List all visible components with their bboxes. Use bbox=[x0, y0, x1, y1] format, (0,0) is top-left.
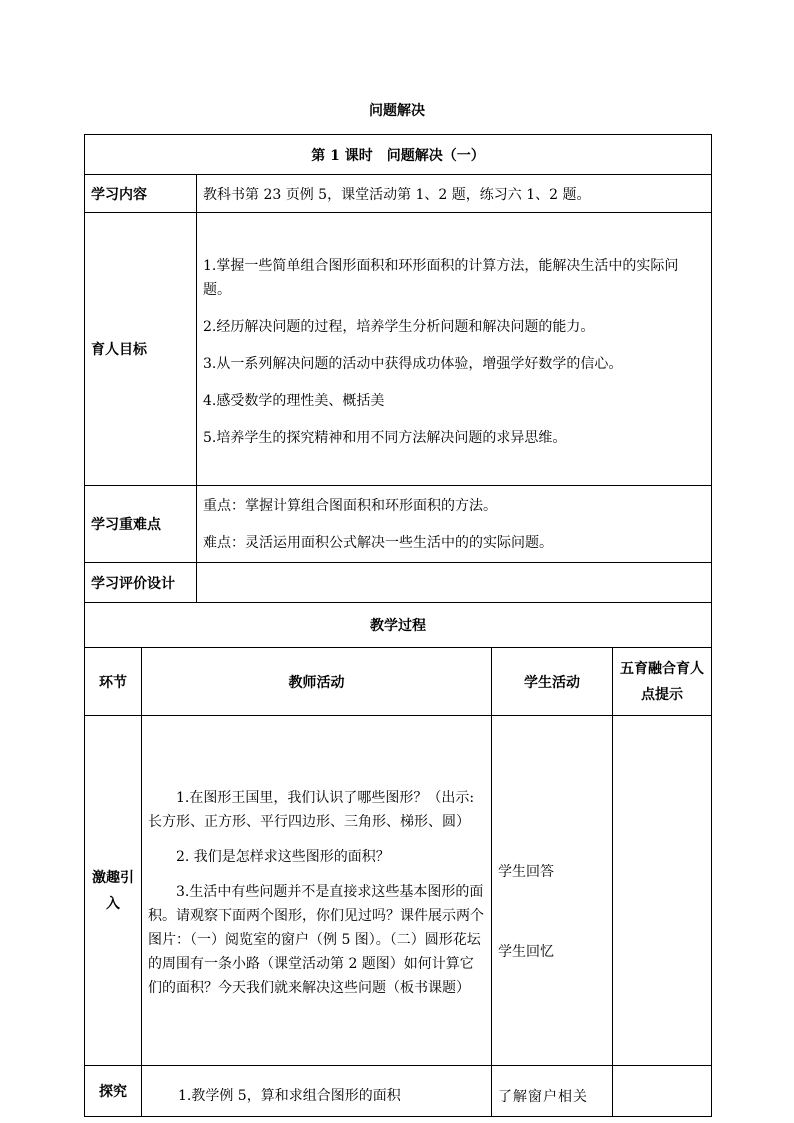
goals-list bbox=[197, 213, 712, 486]
document-title: 问题解决 bbox=[369, 103, 425, 119]
goals-label: 育人目标 bbox=[85, 213, 197, 486]
explore-stage: 探究 bbox=[85, 1066, 142, 1117]
intro-teacher-activity bbox=[142, 716, 492, 1066]
evaluation-row bbox=[85, 563, 712, 603]
header-teacher: 教师活动 bbox=[142, 648, 492, 716]
learning-content-value: 教科书第 23 页例 5，课堂活动第 1、2 题，练习六 1、2 题。 bbox=[197, 175, 712, 213]
evaluation-label: 学习评价设计 bbox=[85, 563, 197, 603]
learning-content-row bbox=[85, 175, 712, 213]
process-title-row bbox=[85, 603, 712, 648]
explore-student-activity: 了解窗户相关 bbox=[492, 1066, 613, 1117]
header-student: 学生活动 bbox=[492, 648, 613, 716]
evaluation-value bbox=[197, 563, 712, 603]
goal-item: 3.从一系列解决问题的活动中获得成功体验，增强学好数学的信心。 bbox=[203, 355, 623, 372]
key-points-label: 学习重难点 bbox=[85, 486, 197, 563]
key-points-cell bbox=[197, 486, 712, 563]
explore-row bbox=[85, 1066, 712, 1117]
difficult-point: 难点：灵活运用面积公式解决一些生活中的的实际问题。 bbox=[203, 534, 553, 551]
lesson-plan-table bbox=[84, 134, 712, 1117]
process-title: 教学过程 bbox=[85, 603, 712, 648]
intro-student-activity bbox=[492, 716, 613, 1066]
intro-stage: 激趣引入 bbox=[85, 716, 142, 1066]
key-points-row bbox=[85, 486, 712, 563]
key-point: 重点：掌握计算组合图面积和环形面积的方法。 bbox=[203, 497, 497, 514]
goal-item: 2.经历解决问题的过程，培养学生分析问题和解决问题的能力。 bbox=[203, 318, 595, 335]
header-stage: 环节 bbox=[85, 648, 142, 716]
lesson-title-row bbox=[85, 135, 712, 175]
teacher-paragraph: 1.在图形王国里，我们认识了哪些图形？（出示: 长方形、正方形、平行四边形、三角形、梯形、圆） bbox=[148, 790, 475, 830]
teacher-paragraph: 3.生活中有些问题并不是直接求这些基本图形的面积。请观察下面两个图形，你们见过吗？课件展示两个图片：（一）阅览室的窗户（例 5 图）。（二）圆形花坛的周围有一条小路（课堂活动第 2 题图）如何计算它们的面积？今天我们就来解决这些问题（板书课题） bbox=[148, 884, 484, 996]
learning-content-label: 学习内容 bbox=[85, 175, 197, 213]
explore-tips bbox=[613, 1066, 712, 1117]
explore-teacher-activity: 1.教学例 5，算和求组合图形的面积 bbox=[142, 1066, 492, 1117]
intro-tips bbox=[613, 716, 712, 1066]
student-answer: 学生回答 bbox=[498, 864, 554, 880]
student-recall: 学生回忆 bbox=[498, 944, 554, 960]
process-header-row bbox=[85, 648, 712, 716]
goal-item: 4.感受数学的理性美、概括美 bbox=[203, 392, 385, 409]
header-tips: 五育融合育人点提示 bbox=[613, 648, 712, 716]
teacher-paragraph: 2. 我们是怎样求这些图形的面积？ bbox=[176, 849, 390, 865]
goal-item: 1.掌握一些简单组合图形面积和环形面积的计算方法，能解决生活中的实际问题。 bbox=[203, 257, 679, 298]
intro-row bbox=[85, 716, 712, 1066]
lesson-title: 第 1 课时 问题解决（一） bbox=[85, 135, 712, 175]
goals-row bbox=[85, 213, 712, 486]
goal-item: 5.培养学生的探究精神和用不同方法解决问题的求异思维。 bbox=[203, 429, 567, 446]
